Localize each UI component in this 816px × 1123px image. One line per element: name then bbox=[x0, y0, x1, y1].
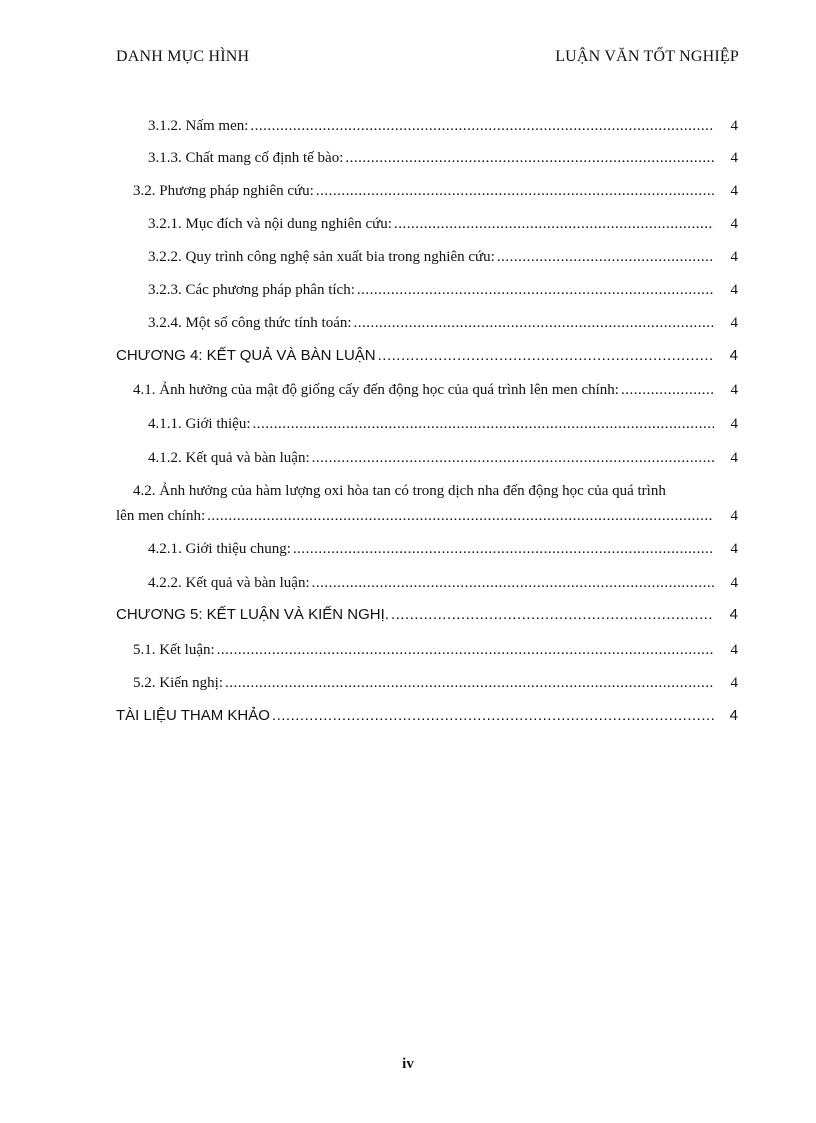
toc-leader-dots bbox=[312, 573, 714, 593]
toc-leader-dots bbox=[207, 506, 714, 526]
toc-entry-4-2[interactable] bbox=[116, 506, 738, 526]
toc-entry-chapter-5[interactable] bbox=[116, 605, 738, 625]
toc-entry-label: 3.2.4. Một số công thức tính toán: bbox=[148, 315, 352, 331]
toc-leader-dots bbox=[217, 640, 714, 660]
toc-entry-page: 4 bbox=[730, 675, 738, 691]
toc-entry-4-1[interactable] bbox=[133, 380, 738, 400]
toc-entry-3-2-4[interactable] bbox=[148, 313, 738, 333]
toc-entry-page: 4 bbox=[730, 249, 738, 265]
toc-entry-page: 4 bbox=[730, 183, 738, 199]
toc-entry-page: 4 bbox=[730, 642, 738, 658]
toc-entry-4-2-1[interactable] bbox=[148, 539, 738, 559]
toc-entry-page: 4 bbox=[730, 282, 738, 298]
page-number: iv bbox=[402, 1056, 414, 1072]
toc-entry-references[interactable] bbox=[116, 706, 738, 726]
toc-entry-page: 4 bbox=[730, 216, 738, 232]
toc-entry-4-1-1[interactable] bbox=[148, 414, 738, 434]
toc-entry-page: 4 bbox=[730, 508, 738, 524]
toc-entry-label: 3.2.1. Mục đích và nội dung nghiên cứu: bbox=[148, 216, 392, 232]
toc-leader-dots bbox=[225, 673, 714, 693]
toc-entry-label: 4.1.2. Kết quả và bàn luận: bbox=[148, 450, 310, 466]
toc-leader-dots bbox=[378, 346, 714, 366]
toc-leader-dots bbox=[250, 116, 714, 136]
toc-leader-dots bbox=[394, 214, 714, 234]
toc-entry-3-2[interactable] bbox=[133, 181, 738, 201]
toc-entry-page: 4 bbox=[730, 382, 738, 398]
toc-entry-label: CHƯƠNG 5: KẾT LUẬN VÀ KIẾN NGHỊ. bbox=[116, 606, 389, 623]
toc-entry-4-2-2[interactable] bbox=[148, 573, 738, 593]
toc-entry-label: 4.1.1. Giới thiệu: bbox=[148, 416, 251, 432]
toc-entry-label: 3.2.3. Các phương pháp phân tích: bbox=[148, 282, 355, 298]
toc-entry-page: 4 bbox=[730, 150, 738, 166]
toc-leader-dots bbox=[357, 280, 714, 300]
toc-entry-page: 4 bbox=[729, 606, 738, 623]
toc-entry-page: 4 bbox=[730, 575, 738, 591]
toc-leader-dots bbox=[312, 448, 714, 468]
header-right-title: LUẬN VĂN TỐT NGHIỆP bbox=[555, 48, 739, 65]
toc-entry-5-2[interactable] bbox=[133, 673, 738, 693]
toc-leader-dots bbox=[497, 247, 714, 267]
toc-leader-dots bbox=[253, 414, 714, 434]
toc-entry-label: 3.2.2. Quy trình công nghệ sản xuất bia trong nghiên cứu: bbox=[148, 249, 495, 265]
toc-entry-page: 4 bbox=[730, 416, 738, 432]
toc-entry-label: 4.1. Ảnh hưởng của mật độ giống cấy đến động học của quá trình lên men chính: bbox=[133, 382, 619, 398]
toc-entry-page: 4 bbox=[730, 541, 738, 557]
toc-entry-3-1-2[interactable] bbox=[148, 116, 738, 136]
toc-leader-dots bbox=[316, 181, 714, 201]
toc-entry-label: TÀI LIỆU THAM KHẢO bbox=[116, 707, 270, 724]
toc-entry-label: 3.2. Phương pháp nghiên cứu: bbox=[133, 183, 314, 199]
toc-entry-label: 4.2.2. Kết quả và bàn luận: bbox=[148, 575, 310, 591]
toc-entry-page: 4 bbox=[730, 450, 738, 466]
toc-leader-dots bbox=[272, 706, 714, 726]
toc-entry-label: 5.2. Kiến nghị: bbox=[133, 675, 223, 691]
toc-entry-label: 3.1.2. Nấm men: bbox=[148, 118, 249, 134]
toc-leader-dots bbox=[293, 539, 714, 559]
toc-entry-3-2-3[interactable] bbox=[148, 280, 738, 300]
toc-entry-label: CHƯƠNG 4: KẾT QUẢ VÀ BÀN LUẬN bbox=[116, 347, 376, 364]
toc-entry-page: 4 bbox=[730, 315, 738, 331]
toc-leader-dots bbox=[391, 605, 714, 625]
toc-entry-label: 5.1. Kết luận: bbox=[133, 642, 215, 658]
toc-entry-3-2-2[interactable] bbox=[148, 247, 738, 267]
toc-entry-chapter-4[interactable] bbox=[116, 346, 738, 366]
toc-entry-page: 4 bbox=[729, 347, 738, 364]
toc-entry-3-1-3[interactable] bbox=[148, 148, 738, 168]
toc-entry-page: 4 bbox=[729, 707, 738, 724]
toc-entry-4-1-2[interactable] bbox=[148, 448, 738, 468]
toc-entry-4-2-line1[interactable]: 4.2. Ảnh hưởng của hàm lượng oxi hòa tan có trong dịch nha đến động học của quá trình bbox=[133, 483, 666, 499]
toc-entry-label: lên men chính: bbox=[116, 508, 206, 524]
header-left-title: DANH MỤC HÌNH bbox=[116, 48, 250, 65]
toc-entry-label: 3.1.3. Chất mang cố định tế bào: bbox=[148, 150, 344, 166]
toc-leader-dots bbox=[345, 148, 714, 168]
toc-entry-3-2-1[interactable] bbox=[148, 214, 738, 234]
toc-entry-label: 4.2.1. Giới thiệu chung: bbox=[148, 541, 291, 557]
toc-leader-dots bbox=[354, 313, 714, 333]
toc-entry-page: 4 bbox=[730, 118, 738, 134]
toc-leader-dots bbox=[621, 380, 714, 400]
toc-entry-5-1[interactable] bbox=[133, 640, 738, 660]
